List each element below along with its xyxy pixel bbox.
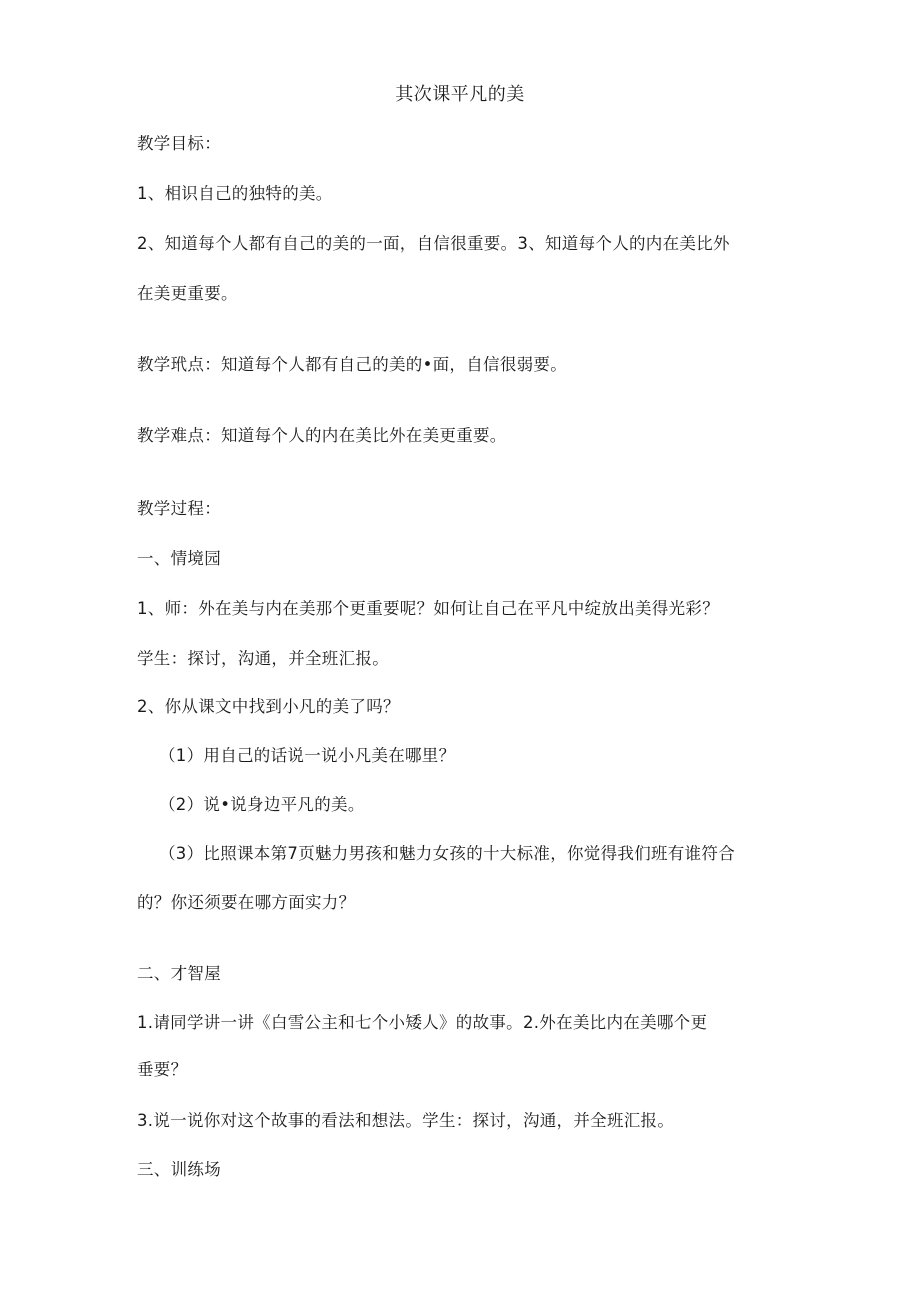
section-1-student: 学生：探讨，沟通，并全班汇报。 <box>137 649 389 668</box>
difficult-point: 教学难点：知道每个人的内在美比外在美更重要。 <box>137 426 507 445</box>
section-1-item-1: 1、师：外在美与内在美那个更重要呢？如何让自己在平凡中绽放出美得光彩？ <box>137 599 719 618</box>
section-1-sub-3: （3）比照课本第7页魅力男孩和魅力女孩的十大标准，你觉得我们班有谁符合 <box>159 844 735 863</box>
section-2-item-3: 3.说一说你对这个故事的看法和想法。学生：探讨，沟通，并全班汇报。 <box>137 1111 675 1130</box>
section-1-sub-1: （1）用自己的话说一说小凡美在哪里？ <box>159 746 456 765</box>
section-2-heading: 二、才智屋 <box>137 964 221 983</box>
section-3-heading: 三、训练场 <box>137 1160 221 1179</box>
section-1-sub-2: （2）说•说身边平凡的美。 <box>159 795 365 814</box>
document-title: 其次课平凡的美 <box>395 84 525 105</box>
section-1-heading: 一、情境园 <box>137 549 221 568</box>
section-1-sub-3-continued: 的？你还须要在哪方面实力？ <box>137 893 356 912</box>
section-2-item-2-continued: 垂要？ <box>137 1060 188 1079</box>
key-point: 教学玳点：知道每个人都有自己的美的•面，自信很弱要。 <box>137 355 568 374</box>
objective-2-3: 2、知道每个人都有自己的美的一面，自信很重要。3、知道每个人的内在美比外 <box>137 234 730 253</box>
objective-3-continued: 在美更重要。 <box>137 284 238 303</box>
objective-1: 1、相识自己的独特的美。 <box>137 184 333 203</box>
section-2-items-1-2: 1.请同学讲一讲《白雪公主和七个小矮人》的故事。2.外在美比内在美哪个更 <box>137 1013 708 1032</box>
section-1-item-2: 2、你从课文中找到小凡的美了吗？ <box>137 697 400 716</box>
objectives-heading: 教学目标： <box>137 134 221 153</box>
process-heading: 教学过程： <box>137 499 221 518</box>
